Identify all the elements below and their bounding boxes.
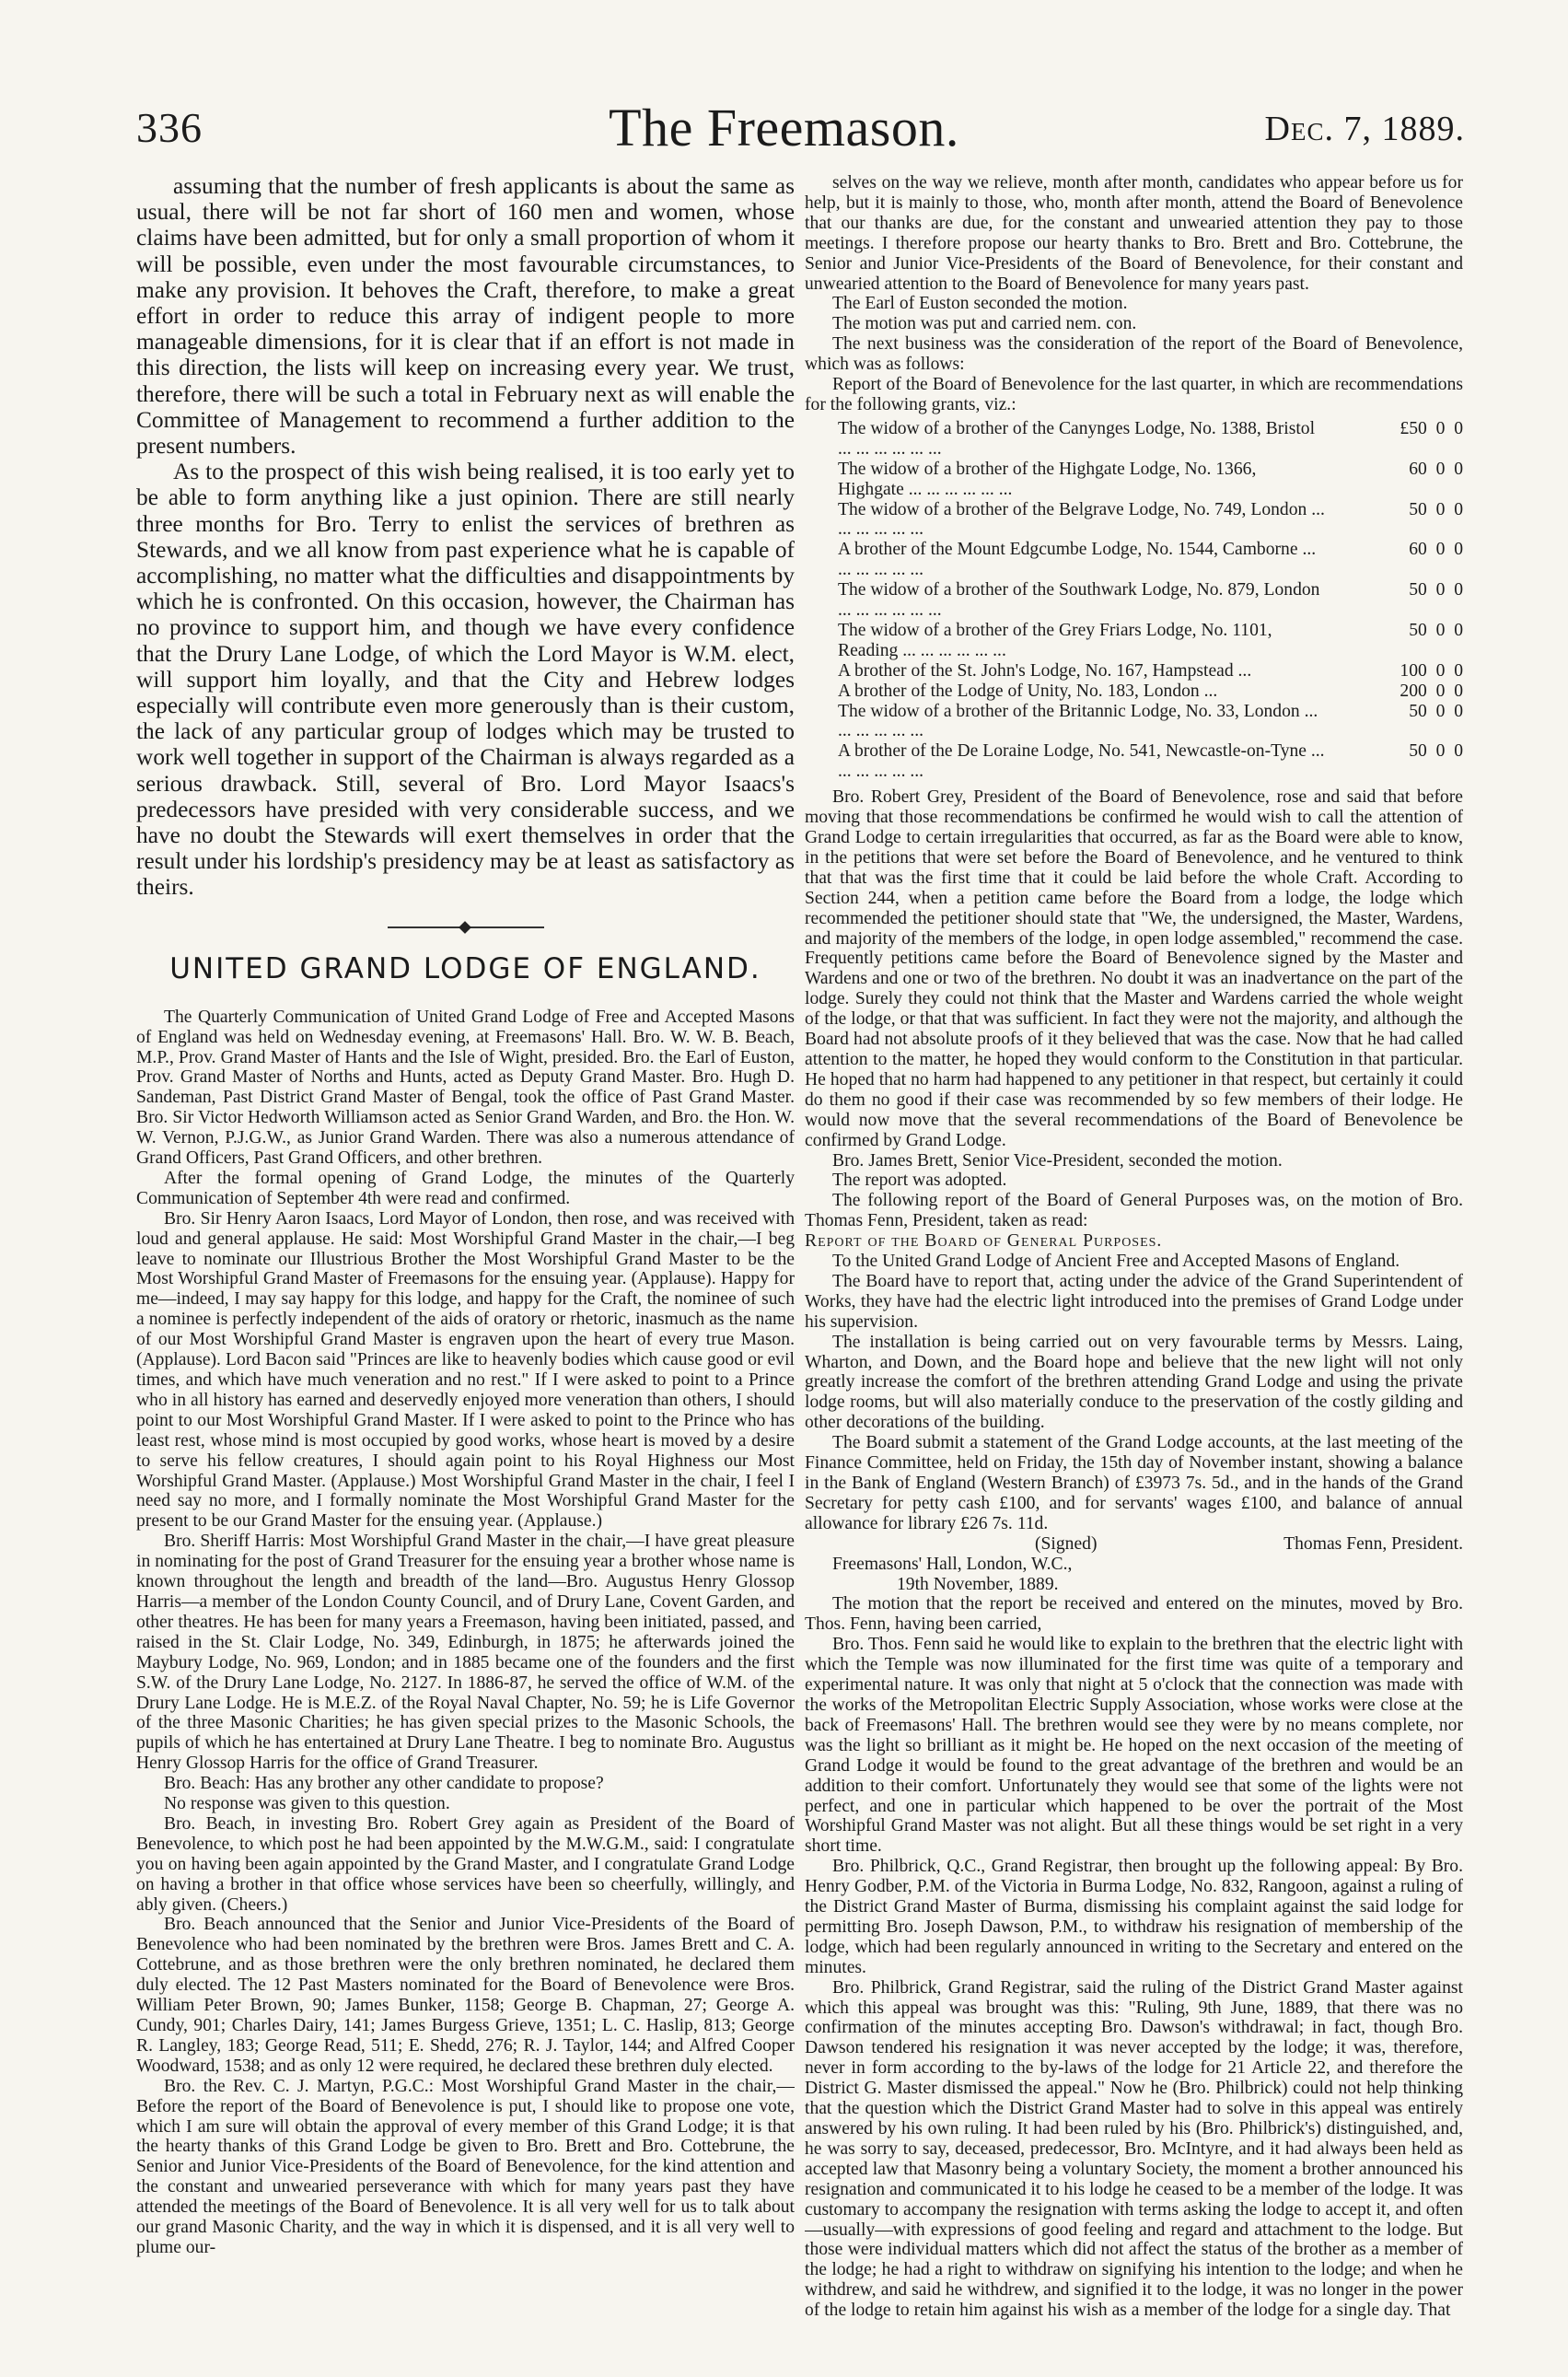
article-paragraph: selves on the way we relieve, month after month, candidates who appear before us for help, but it is mainly to those, who, month after month, attend the Board of Benevolence that our thanks are due, for the constant and unwearied attention they pay to those meetings. I therefore propose our hearty thanks to Bro. Brett and Bro. Cottebrune, the Senior and Junior Vice-Presidents of the Board of Benevolence, for their constant and unwearied attention to the Board of Benevolence for many years past. xyxy=(805,173,1463,294)
left-column xyxy=(136,173,795,2337)
grant-item xyxy=(805,540,1463,580)
article-paragraph: The Board have to report that, acting under the advice of the Grand Superintendent of Works, they have had the electric light introduced into the premises of Grand Lodge under his supervision. xyxy=(805,1271,1463,1332)
article-paragraph: The Quarterly Communication of United Grand Lodge of Free and Accepted Masons of England was held on Wednesday evening, at Freemasons' Hall. Bro. W. W. B. Beach, M.P., Prov. Grand Master of Hants and the Isle of Wight, presided. Bro. the Earl of Euston, Prov. Grand Master of Norths and Hunts, acted as Deputy Grand Master. Bro. Hugh D. Sandeman, Past District Grand Master of Bengal, took the office of Past Grand Master. Bro. Sir Victor Hedworth Williamson acted as Senior Grand Warden, and Bro. the Hon. W. W. Vernon, P.J.G.W., as Junior Grand Warden. There was also a numerous attendance of Grand Officers, Past Grand Officers, and other brethren. xyxy=(136,1007,795,1169)
article-paragraph: Bro. Sheriff Harris: Most Worshipful Grand Master in the chair,—I have great pleasure in nominating for the post of Grand Treasurer for the ensuing year a brother whose name is known throughout the length and breadth of the land—Bro. Augustus Henry Glossop Harris—a member of the London County Council, and of Drury Lane, Covent Garden, and other theatres. He has been for many years a Freemason, having been initiated, passed, and raised in the St. Clair Lodge, No. 349, Edinburgh, in 1875; he afterwards joined the Maybury Lodge, No. 969, London; and in 1885 became one of the founders and the first S.W. of the Drury Lane Lodge, No. 2127. In 1886-87, he served the office of W.M. of the Drury Lane Lodge. He is M.E.Z. of the Royal Naval Chapter, No. 59; he is Life Governor of the three Masonic Charities; he has given special prizes to the Masonic Schools, the pupils of which he has entertained at Drury Lane Theatre. I beg to nominate Bro. Augustus Henry Glossop Harris for the office of Grand Treasurer. xyxy=(136,1532,795,1774)
article-paragraph: The Board submit a statement of the Grand Lodge accounts, at the last meeting of the Finance Committee, held on Friday, the 15th day of November instant, showing a balance in the Bank of England (Western Branch) of £3973 7s. 5d., and in the hands of the Grand Secretary for petty cash £100, and for servants' wages £100, and balance of annual allowance for library £26 7s. 11d. xyxy=(805,1433,1463,1533)
diamond-ornament-icon xyxy=(459,921,471,934)
grant-amount: £50 0 0 xyxy=(1400,418,1463,438)
grant-amount: 50 0 0 xyxy=(1409,741,1463,762)
grant-amount: 50 0 0 xyxy=(1409,499,1463,519)
grant-item xyxy=(805,500,1463,541)
grants-list xyxy=(805,419,1463,782)
grant-recipient: The widow of a brother of the Britannic Lodge, No. 33, London ... ... ... ... ... ... xyxy=(838,701,1318,741)
article-paragraph: Bro. Thos. Fenn said he would like to explain to the brethren that the electric light with which the Temple was now illuminated for the first time was quite of a temporary and experimental nature. It was only that night at 5 o'clock that the connection was made with the works of the Metropolitan Electric Supply Association, whose works were close at the back of Freemasons' Hall. The brethren would see they were by no means complete, nor was the light so brilliant as it might be. He hoped on the next occasion of the meeting of Grand Lodge it would be found to the great advantage of the brethren and would be an addition to their comfort. Unfortunately they would see that some of the lights were not perfect, and one in particular which happened to be over the portrait of the Most Worshipful Grand Master was not alight. But all these things would be set right in a very short time. xyxy=(805,1635,1463,1857)
article-paragraph: Report of the Board of Benevolence for the last quarter, in which are recommendations for the following grants, viz.: xyxy=(805,375,1463,414)
masthead xyxy=(0,0,1568,161)
article-paragraph: Bro. Sir Henry Aaron Isaacs, Lord Mayor of London, then rose, and was received with loud and general applause. He said: Most Worshipful Grand Master in the chair,—I beg leave to nominate our Illustrious Brother the Most Worshipful Grand Master to be the Most Worshipful Grand Master of Freemasons for the ensuing year. (Applause). Happy for me—indeed, I may say happy for this lodge, and happy for the Craft, the nominee of such a nominee is perfectly independent of the aids of oratory or rhetoric, inasmuch as the name of our Most Worshipful Grand Master is engraven upon the heart of every true Mason. (Applause). Lord Bacon said "Princes are like to heavenly bodies which cause good or evil times, and which have much veneration and no rest." If I were asked to point to a Prince who in all history has earned and deservedly enjoyed more veneration than others, I should point to our Most Worshipful Grand Master. If I were asked to point to the Prince who has least rest, whose mind is most occupied by good works, whose heart is moved by a desire to serve his fellow creatures, I should again point to his Royal Highness our Most Worshipful Grand Master. (Applause.) Most Worshipful Grand Master in the chair, I feel I need say no more, and I formally nominate the Most Worshipful Grand Master for the present to be our Grand Master for the ensuing year. (Applause.) xyxy=(136,1208,795,1532)
grant-amount: 50 0 0 xyxy=(1409,580,1463,600)
article-paragraph: No response was given to this question. xyxy=(164,1794,450,1814)
grant-item xyxy=(805,580,1463,621)
grant-recipient: The widow of a brother of the Highgate Lodge, No. 1366, Highgate ... ... ... ... ... ... xyxy=(838,459,1257,499)
lead-article xyxy=(136,173,795,901)
grant-recipient: The widow of a brother of the Grey Friars Lodge, No. 1101, Reading ... ... ... ... ... ... xyxy=(838,620,1272,660)
newspaper-title: The Freemason. xyxy=(609,98,959,157)
section-heading: UNITED GRAND LODGE OF ENGLAND. xyxy=(169,951,761,985)
page-number: 336 xyxy=(136,104,203,151)
grant-item xyxy=(805,682,1463,702)
grant-amount: 60 0 0 xyxy=(1409,459,1463,479)
article-paragraph: Bro. Beach, in investing Bro. Robert Grey again as President of the Board of Benevolence, to which post he had been appointed by the M.W.G.M., said: I congratulate you on having been again appointed by the Grand Master, and I congratulate Grand Lodge on having a brother in that office whose services have been so cheerfully, willingly, and ably given. (Cheers.) xyxy=(136,1813,795,1915)
signature-line xyxy=(805,1534,1463,1555)
article-paragraph: Bro. Philbrick, Q.C., Grand Registrar, then brought up the following appeal: By Bro. Henry Godber, P.M. of the Victoria in Burma Lodge, No. 832, Rangoon, against a ruling of the District Grand Master of Burma, dismissing his complaint against the said lodge for permitting Bro. Joseph Dawson, P.M., to withdraw his resignation of membership of the lodge, which had been regularly announced in writing to the Secretary and entered on the minutes. xyxy=(805,1857,1463,1977)
lead-paragraph: As to the prospect of this wish being realised, it is too early yet to be able to form anything like a just opinion. There are still nearly three months for Bro. Terry to enlist the services of brethren as Stewards, and we all know from past experience what he is capable of accomplishing, no matter what the difficulties and disappointments by which he is confronted. On this occasion, however, the Chairman has no province to support him, and though we have every confidence that the Drury Lane Lodge, of which the Lord Mayor is W.M. elect, will support him loyally, and that the City and Hebrew lodges especially will contribute even more generously than is their custom, the lack of any particular group of lodges which may be trusted to work well together in support of the Chairman is always regarded as a serious drawback. Still, several of Bro. Lord Mayor Isaacs's predecessors have presided with very considerable success, and we have no doubt the Stewards will exert themselves in order that the result under his lordship's presidency may be at least as satisfactory as theirs. xyxy=(136,459,795,901)
grant-recipient: A brother of the Lodge of Unity, No. 183, London ... xyxy=(838,681,1218,701)
article-paragraph: To the United Grand Lodge of Ancient Free and Accepted Masons of England. xyxy=(832,1252,1400,1272)
grant-item xyxy=(805,419,1463,460)
grant-recipient: The widow of a brother of the Belgrave Lodge, No. 749, London ... ... ... ... ... ... xyxy=(838,499,1325,540)
grant-recipient: The widow of a brother of the Southwark Lodge, No. 879, London ... ... ... ... ... ... xyxy=(838,580,1320,621)
right-column xyxy=(805,173,1463,2337)
grant-amount: 200 0 0 xyxy=(1400,681,1463,701)
grant-item xyxy=(805,621,1463,661)
grant-item xyxy=(805,741,1463,782)
grant-recipient: A brother of the De Loraine Lodge, No. 541, Newcastle-on-Tyne ... ... ... ... ... ... xyxy=(838,741,1325,782)
grant-item xyxy=(805,702,1463,742)
article-paragraph: Bro. Beach announced that the Senior and Junior Vice-Presidents of the Board of Benevolence who had been nominated by the brethren were Bros. James Brett and C. A. Cottebrune, and as those brethren were the only brethren nominated, he declared them duly elected. The 12 Past Masters nominated for the Board of Benevolence were Bros. William Peter Brown, 90; James Bunker, 1158; George B. Chapman, 27; George A. Cundy, 901; Charles Dairy, 141; James Burgess Grieve, 1351; L. C. Haslip, 813; George R. Langley, 183; George Read, 511; E. Shedd, 276; R. J. Taylor, 144; and Alfred Cooper Woodward, 1538; and as only 12 were required, he declared these brethren duly elected. xyxy=(136,1915,795,2076)
grant-item xyxy=(805,661,1463,682)
article-paragraph: The Earl of Euston seconded the motion. xyxy=(832,294,1128,314)
grant-amount: 60 0 0 xyxy=(1409,540,1463,560)
article-paragraph: The installation is being carried out on very favourable terms by Messrs. Laing, Wharton, and Down, and the Board hope and believe that the new light will not only greatly increase the comfort of the brethren attending Grand Lodge and using the private lodge rooms, but will also materially conduce to the preservation of the costly gilding and other decorations of the building. xyxy=(805,1332,1463,1433)
grant-item xyxy=(805,460,1463,500)
article-paragraph: The report was adopted. xyxy=(832,1171,1007,1191)
article-paragraph: The following report of the Board of General Purposes was, on the motion of Bro. Thomas Fenn, President, taken as read: xyxy=(805,1191,1463,1231)
grant-recipient: The widow of a brother of the Canynges Lodge, No. 1388, Bristol ... ... ... ... ... ... xyxy=(838,418,1316,459)
article-paragraph: After the formal opening of Grand Lodge, the minutes of the Quarterly Communication of September 4th were read and confirmed. xyxy=(136,1168,795,1208)
signatory-name: Thomas Fenn, President. xyxy=(1283,1533,1463,1554)
address-line: Freemasons' Hall, London, W.C., xyxy=(832,1554,1073,1574)
article-paragraph: The motion was put and carried nem. con. xyxy=(832,314,1137,334)
article-paragraph: Bro. Robert Grey, President of the Board of Benevolence, rose and said that before moving that those recommendations be confirmed he would wish to call the attention of Grand Lodge to certain irregularities that occurred, as far as the Board were able to know, in the petitions that were set before the Board of Benevolence, and he ventured to think that that was the first time that it could be laid before the whole Craft. According to Section 244, when a petition came before the Board from a lodge, the lodge which recommended the petitioner should state that "We, the undersigned, the Master, Wardens, and majority of the members of the lodge, in open lodge assembled," recommend the case. Frequently petitions came before the Board of Benevolence signed by the Master and Wardens and one or two of the brethren. No doubt it was an inadvertance on the part of the lodge. Surely they could not think that the Master and Wardens carried the whole weight of the lodge, or that that was sufficient. In fact they were not the majority, and although the Board had not absolute proofs of it they believed that was the case. Now that he had called attention to the matter, he hoped they would conform to the Constitution in that particular. He hoped that no harm had happened to any petitioner in that respect, but certainly it could do them no good if their case was recommended by so few members of their lodge. He would now move that the several recommendations of the Board of Benevolence be confirmed by Grand Lodge. xyxy=(805,787,1463,1150)
article-paragraph: Bro. the Rev. C. J. Martyn, P.G.C.: Most Worshipful Grand Master in the chair,—Before the report of the Board of Benevolence is put, I should like to propose one vote, which I am sure will obtain the approval of every member of this Grand Lodge; it is that the hearty thanks of this Grand Lodge be given to Bro. Brett and Bro. Cottebrune, the Senior and Junior Vice-Presidents of the Board of Benevolence, for the kind attention and the constant and unwearied perseverance with which for many years past they have attended the meetings of the Board of Benevolence. It is all very well for us to talk about our grand Masonic Charity, and the way in which it is dispensed, and it is all very well to plume our- xyxy=(136,2076,795,2257)
grant-amount: 100 0 0 xyxy=(1400,660,1463,681)
article-paragraph: Bro. Philbrick, Grand Registrar, said the ruling of the District Grand Master against which this appeal was brought was this: "Ruling, 9th June, 1889, that there was no confirmation of the minutes accepting Bro. Dawson's withdrawal; in fact, though Bro. Dawson tendered his resignation it was never accepted by the lodge; it was, therefore, never in form according to the by-laws of the lodge for 21 Article 22, and therefore the District G. Master dismissed the appeal." Now he (Bro. Philbrick) could not help thinking that the question which the District Grand Master had to solve in this appeal was entirely answered by his own ruling. It had been ruled by his (Bro. Philbrick's) distinguished, and, he was sorry to say, deceased, predecessor, Bro. McIntyre, and it had always been held as accepted law that Masonry being a voluntary Society, the moment a brother announced his resignation and communicated it to his lodge he ceased to be a member of the lodge. It was customary to accompany the resignation with terms asking the lodge to accept it, and often—usually—with expressions of good feeling and regard and attachment to the lodge. But those were individual matters which did not affect the status of the brother as a member of the lodge; he had a right to withdraw on signifying his intention to the lodge; and when he withdrew, and said he withdrew, and signified it to the lodge, it was no longer in the power of the lodge to retain him against his wish as a member of the lodge for a single day. That xyxy=(805,1977,1463,2321)
report-heading: Report of the Board of General Purposes. xyxy=(805,1231,1163,1252)
issue-date: Dec. 7, 1889. xyxy=(1264,110,1465,148)
grant-amount: 50 0 0 xyxy=(1409,701,1463,721)
article-paragraph: The motion that the report be received and entered on the minutes, moved by Bro. Thos. Fenn, having been carried, xyxy=(805,1594,1463,1635)
article-paragraph: Bro. Beach: Has any brother any other candidate to propose? xyxy=(164,1774,604,1794)
article-body xyxy=(136,1008,795,2258)
grant-recipient: A brother of the St. John's Lodge, No. 167, Hampstead ... xyxy=(838,660,1252,681)
article-paragraph: The next business was the consideration of the report of the Board of Benevolence, which was as follows: xyxy=(805,334,1463,375)
article-paragraph: Bro. James Brett, Senior Vice-President, seconded the motion. xyxy=(832,1150,1283,1171)
address-date: 19th November, 1889. xyxy=(897,1574,1059,1594)
lead-paragraph: assuming that the number of fresh applicants is about the same as usual, there will be not far short of 160 men and women, whose claims have been admitted, but for only a small proportion of whom it will be possible, even under the most favourable circumstances, to make any provision. It behoves the Craft, therefore, to make a great effort in order to reduce this array of indigent people to more manageable dimensions, for it is clear that if an effort is not made in this direction, the lists will keep on increasing every year. We trust, therefore, there will be such a total in February next as will enable the Committee of Management to recommend a further addition to the present numbers. xyxy=(136,173,795,460)
signed-label: (Signed) xyxy=(1035,1533,1098,1554)
grant-recipient: A brother of the Mount Edgcumbe Lodge, No. 1544, Camborne ... ... ... ... ... ... xyxy=(838,540,1317,580)
section-divider xyxy=(388,921,544,934)
grant-amount: 50 0 0 xyxy=(1409,620,1463,640)
